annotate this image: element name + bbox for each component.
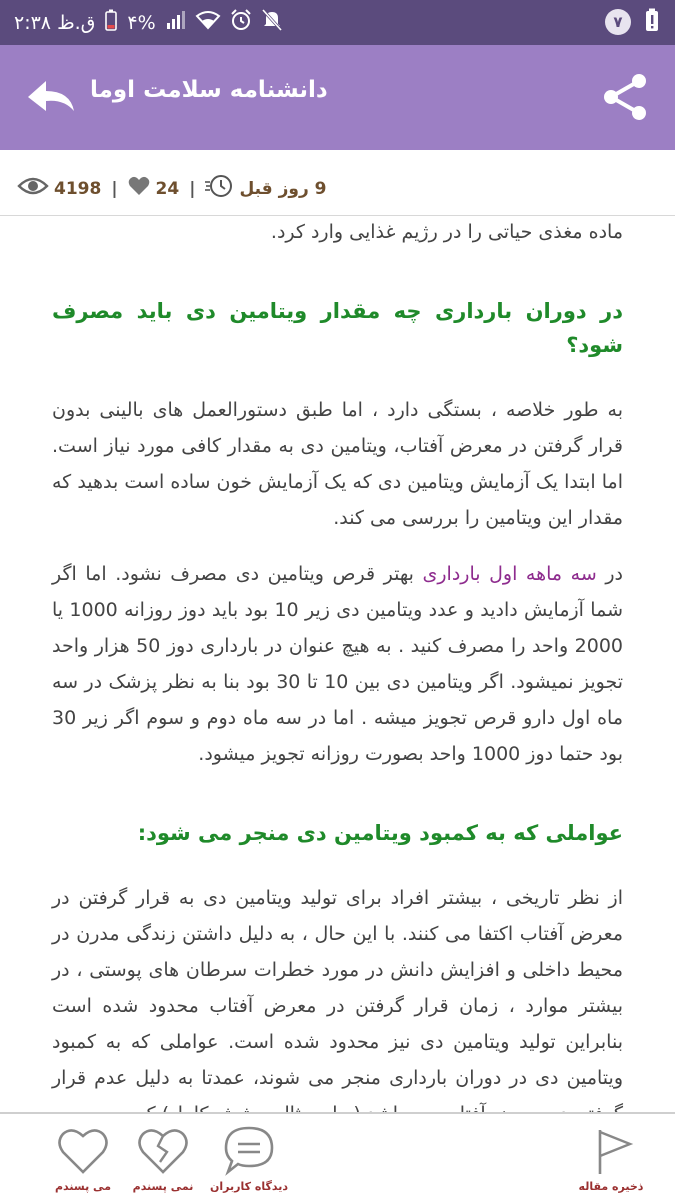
like-count: 24	[155, 178, 180, 199]
heart-outline-icon	[56, 1124, 110, 1176]
alarm-icon	[230, 9, 252, 36]
meta-divider: |	[189, 178, 196, 199]
article-meta	[0, 150, 675, 216]
back-arrow-icon	[24, 71, 80, 123]
comments-label: دیدگاه کاربران	[210, 1180, 288, 1193]
section-heading-deficiency-factors: عواملی که به کمبود ویتامین دی منجر می شود:	[137, 821, 623, 845]
clock: ۲:۳۸ ق.ظ	[14, 11, 96, 34]
app-title: دانشنامه سلامت اوما	[90, 77, 328, 103]
signal-icon	[166, 11, 186, 34]
first-trimester-link[interactable]: سه ماهه اول بارداری	[422, 563, 597, 585]
flag-icon	[586, 1124, 636, 1176]
section-heading-pregnancy-dose: در دوران بارداری چه مقدار ویتامین دی باید مصرف شود؟	[52, 299, 623, 357]
heart-icon	[128, 176, 150, 201]
save-article-button[interactable]	[566, 1124, 656, 1193]
wifi-icon	[196, 11, 220, 34]
share-icon	[597, 69, 653, 125]
like-button[interactable]	[38, 1124, 128, 1193]
paragraph-first-trimester	[52, 556, 623, 772]
article-content	[0, 216, 675, 1112]
like-label: می پسندم	[55, 1180, 111, 1193]
mute-icon	[262, 9, 282, 36]
alert-battery-icon	[645, 8, 659, 36]
save-article-label: ذخیره مقاله	[578, 1180, 644, 1193]
paragraph-history: از نظر تاریخی ، بیشتر افراد برای تولید ویتامین دی به قرار گرفتن در معرض آفتاب اکتفا می کنند. با این حال ، به دلیل داشتن زندگی مدرن در محیط داخلی و افزایش دانش در مورد خطرات سرطان های پوستی ، در بیشتر موارد ، زمان قرار گرفتن در معرض آفتاب محدود شده است بنابراین تولید ویتامین دی نیز محدود شده است. عواملی که به کمبود ویتامین دی در دوران بارداری منجر می شوند، عمدتا به دلیل عدم قرار	[52, 887, 623, 1089]
paragraph-prefix: در	[605, 563, 623, 585]
notification-badge: ۷	[605, 9, 631, 35]
clock-icon	[205, 174, 233, 203]
posted-time: 9 روز قبل	[239, 178, 327, 199]
share-button[interactable]	[597, 69, 653, 125]
battery-level: ۴%	[127, 11, 156, 34]
broken-heart-icon	[136, 1124, 190, 1176]
dislike-button[interactable]	[118, 1124, 208, 1193]
app-bar	[0, 45, 675, 150]
meta-divider: |	[111, 178, 118, 199]
back-button[interactable]	[24, 71, 80, 123]
status-bar	[0, 0, 675, 45]
dislike-label: نمی پسندم	[132, 1180, 194, 1193]
comments-button[interactable]	[204, 1124, 294, 1193]
bottom-action-bar	[0, 1112, 675, 1200]
article-intro-line: ماده مغذی حیاتی را در رژیم غذایی وارد کرد.	[270, 221, 623, 243]
battery-icon	[105, 9, 117, 36]
paragraph-summary: به طور خلاصه ، بستگی دارد ، اما طبق دستورالعمل های بالینی بدون قرار گرفتن در معرض آفتاب، ویتامین دی به مقدار کافی مورد نیاز است. اما ابتدا یک آزمایش ویتامین دی که یک آزمایش خون ساده است بدهید که مقدار این ویتامین را بررسی می کند.	[52, 399, 623, 529]
eye-icon	[18, 176, 48, 201]
paragraph-body: بهتر قرص ویتامین دی مصرف نشود. اما اگر شما آزمایش دادید و عدد ویتامین دی زیر 10 بود باید دوز روزانه 1000 یا 2000 واحد را مصرف کنید . به هیچ عنوان در بارداری دوز 50 هزار واحد تجویز نمیشود. اگر ویتامین دی بین 10 تا 30 بود بنا به نظر پزشک در سه ماه اول دارو قرص تجویز میشه . اما در سه ماه دوم و سوم اگر زیر 30 بود حتما دوز 1000 واحد بصورت روزانه تجویز میشود.	[52, 563, 623, 765]
view-count: 4198	[54, 178, 102, 199]
comment-bubble-icon	[222, 1124, 276, 1176]
